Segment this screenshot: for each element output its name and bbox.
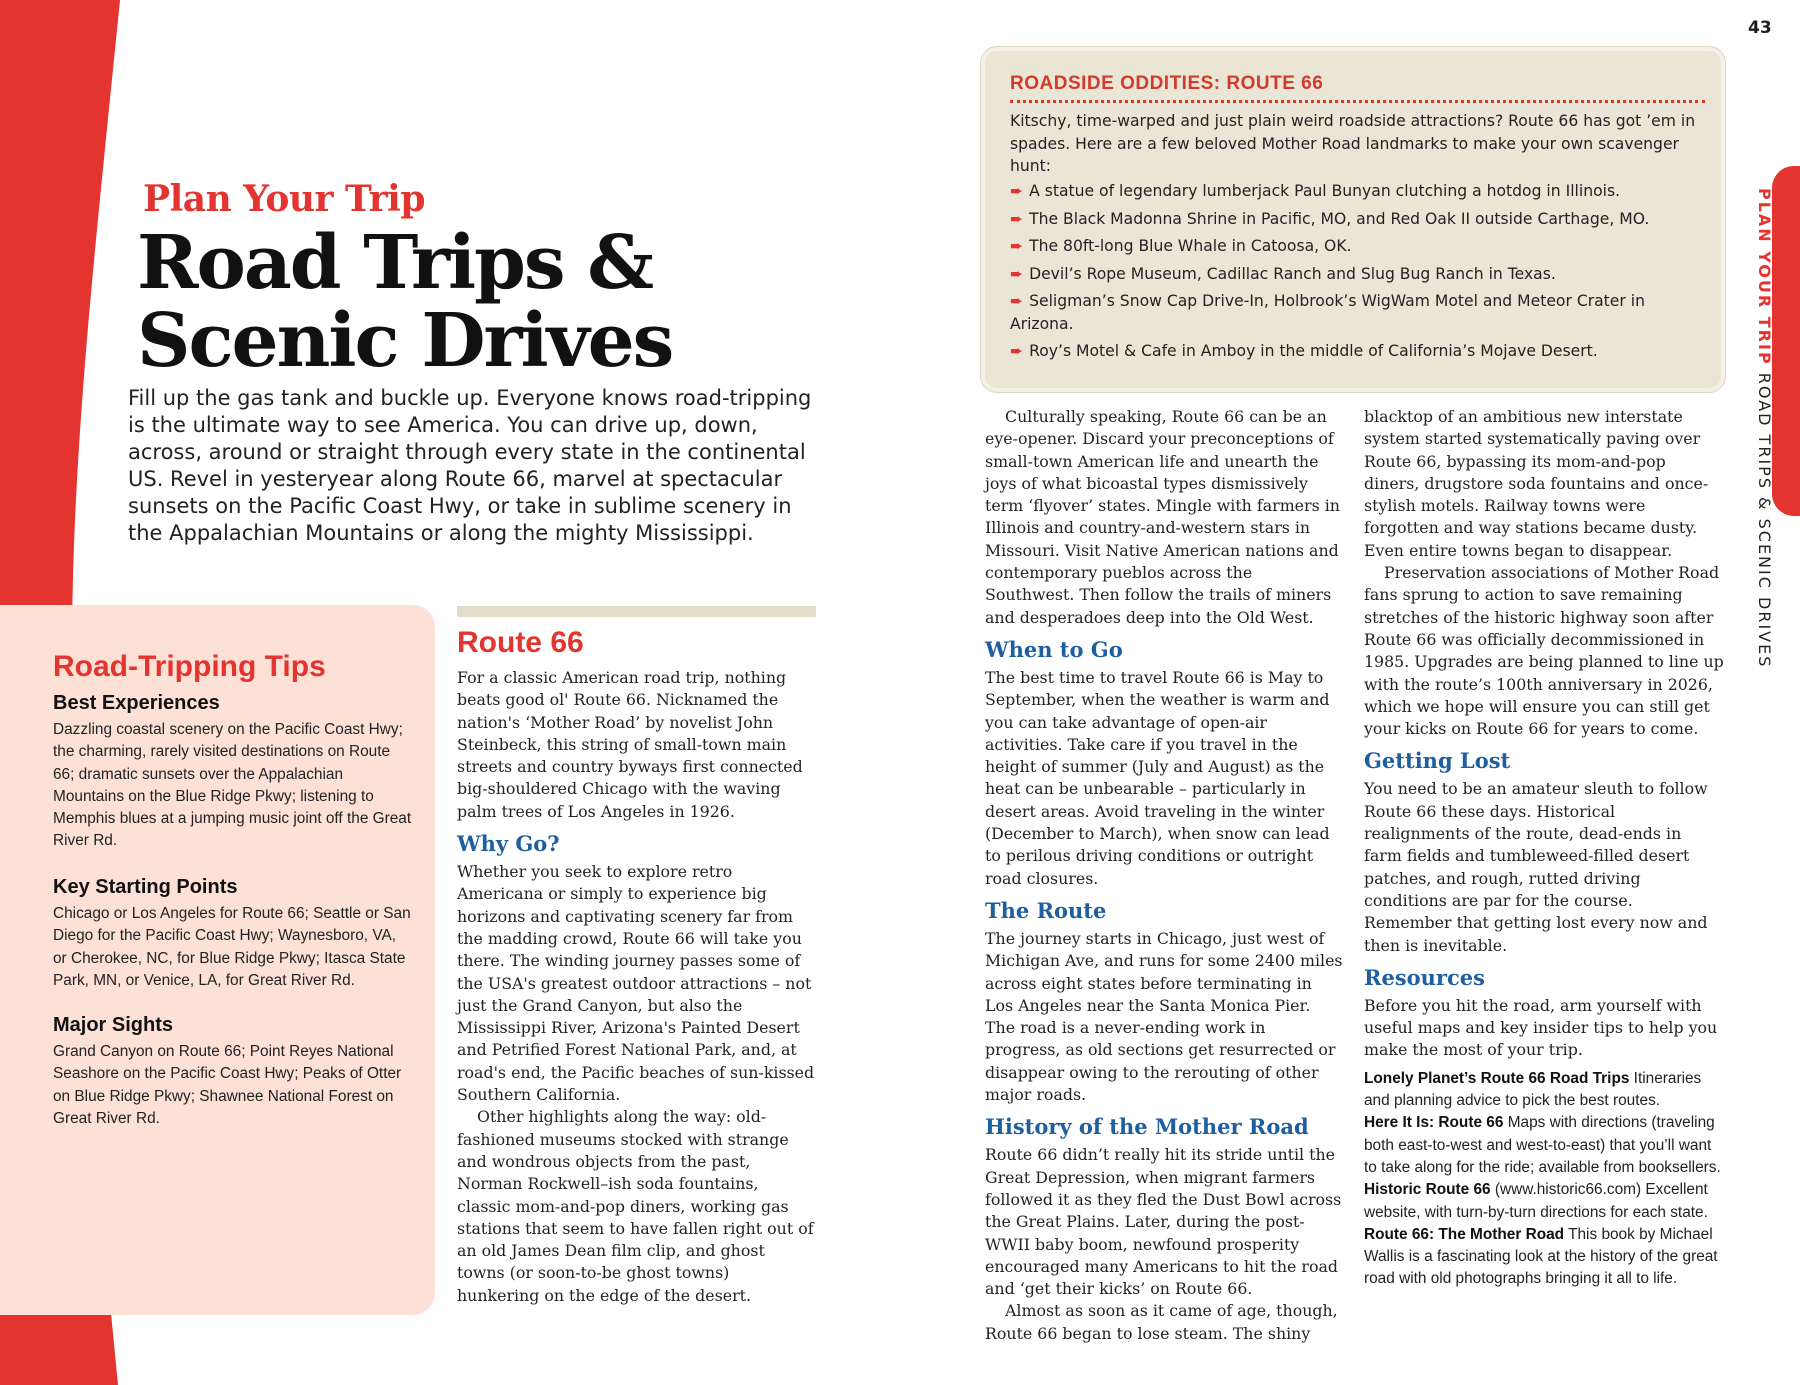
why-go-paragraph-2: Other highlights along the way: old-fashioned museums stocked with strange and wondrous objects from the past, Norman Rockwell–ish soda fountains, classic mom-and-pop diners, working gas stations that seem to have fallen right out of an old James Dean film clip, and ghost towns (or soon-to-be ghost towns) hunkering on the edge of the desert. (457, 1107, 814, 1305)
list-item: ➨ Devil’s Rope Museum, Cadillac Ranch and Slug Bug Ranch in Texas. (1010, 264, 1556, 283)
right-page-column-1 (985, 406, 1343, 1345)
culture-paragraph: Culturally speaking, Route 66 can be an eye-opener. Discard your preconceptions of small-town American life and unearth the joys of what bicoastal types dismissively term ‘flyover’ states. Mingle with farmers in Illinois and country-and-western stars in Missouri. Visit Native American nations and contemporary pueblos across the Southwest. Then follow the trails of miners and desperadoes deep into the Old West. (985, 407, 1340, 627)
title-line-2: Scenic Drives (137, 298, 673, 384)
why-go-paragraph-1: Whether you seek to explore retro Americana or simply to experience big horizons and captivating scenery far from the madding crowd, Route 66 will take you there. The winding journey passes some of the USA's greatest outdoor attractions – not just the Grand Canyon, but also the Mississippi River, Arizona's Painted Desert and Petrified Forest National Park, and, at road's end, the Pacific beaches of sun-kissed Southern California. (457, 862, 815, 1105)
tips-heading: Key Starting Points (53, 876, 238, 898)
tips-section-best-experiences (53, 692, 413, 853)
tips-text: Chicago or Los Angeles for Route 66; Seattle or San Diego for the Pacific Coast Hwy; Waynesboro, VA, or Cherokee, NC, for Blue Ridge Pkwy; Itasca State Park, MN, or Venice, LA, for Great River Rd. (53, 905, 411, 989)
resource-item: Route 66: The Mother Road This book by Michael Wallis is a fascinating look at the history of the great road with old photographs bringing it all to life. (1364, 1225, 1718, 1288)
running-header-vertical (1755, 188, 1774, 668)
list-item: ➨ Seligman’s Snow Cap Drive-In, Holbrook’s WigWam Motel and Meteor Crater in Arizona. (1010, 292, 1645, 333)
column-top-bar (457, 606, 816, 617)
history-heading: History of the Mother Road (985, 1114, 1309, 1140)
resources-intro: Before you hit the road, arm yourself with useful maps and key insider tips to help you make the most of your trip. (1364, 995, 1718, 1060)
arrow-right-icon: ➨ (1010, 342, 1024, 360)
right-page-column-2 (1364, 406, 1724, 1291)
arrow-right-icon: ➨ (1010, 292, 1024, 310)
history-paragraph-2: Almost as soon as it came of age, though, Route 66 began to lose steam. The shiny (985, 1301, 1338, 1343)
page-number-right: 43 (1748, 18, 1772, 38)
when-to-go-heading: When to Go (985, 636, 1123, 662)
tips-heading: Best Experiences (53, 692, 220, 714)
page-title (137, 220, 673, 384)
chapter-tab (1772, 166, 1800, 516)
resource-item: Historic Route 66 (www.historic66.com) Excellent website, with turn-by-turn directions for each state. (1364, 1181, 1708, 1221)
the-route-heading: The Route (985, 897, 1107, 923)
oddities-list (1010, 180, 1700, 368)
getting-lost-heading: Getting Lost (1364, 748, 1511, 774)
tips-text: Dazzling coastal scenery on the Pacific Coast Hwy; the charming, rarely visited destinations on Route 66; dramatic sunsets over the Appalachian Mountains on the Blue Ridge Pkwy; listening to Memphis blues at a jumping music joint off the Great River Rd. (53, 721, 412, 850)
arrow-right-icon: ➨ (1010, 237, 1024, 255)
decline-paragraph: blacktop of an ambitious new interstate system started systematically paving over Route 66, bypassing its mom-and-pop diners, drugstore soda fountains and once-stylish motels. Railway towns were forgotten and way stations became dusty. Even entire towns began to disappear. (1364, 407, 1709, 560)
arrow-right-icon: ➨ (1010, 209, 1024, 228)
list-item: ➨ The 80ft-long Blue Whale in Catoosa, OK. (1010, 237, 1352, 255)
section-kicker: Plan Your Trip (143, 178, 426, 220)
history-paragraph-1: Route 66 didn’t really hit its stride until the Great Depression, when migrant farmers followed it as they fled the Dust Bowl across the Great Plains. Later, during the post-WWII baby boom, newfound prosperity encouraged many Americans to hit the road and ‘get their kicks’ on Route 66. (985, 1145, 1342, 1299)
when-to-go-paragraph: The best time to travel Route 66 is May to September, when the weather is warm and you can take advantage of open-air activities. Take care if you travel in the height of summer (July and August) as the heat can be unbearable – particularly in desert areas. Avoid traveling in the winter (December to March), when snow can lead to perilous driving conditions or outright road closures. (985, 667, 1330, 888)
resource-item: Lonely Planet’s Route 66 Road Trips Itineraries and planning advice to pick the best routes. (1364, 1069, 1702, 1110)
oddities-dotted-rule (1010, 100, 1705, 103)
oddities-title: ROADSIDE ODDITIES: ROUTE 66 (1010, 73, 1324, 94)
list-item: ➨ A statue of legendary lumberjack Paul Bunyan clutching a hotdog in Illinois. (1010, 182, 1621, 200)
route66-paragraph: For a classic American road trip, nothing beats good ol' Route 66. Nicknamed the nation's ‘Mother Road’ by novelist John Steinbeck, this string of small-town main streets and country byways first connected big-shouldered Chicago with the waving palm trees of Los Angeles in 1926. (457, 668, 803, 821)
arrow-right-icon: ➨ (1010, 182, 1024, 200)
tips-title: Road-Tripping Tips (53, 650, 326, 683)
resources-heading: Resources (1364, 964, 1485, 990)
route66-heading: Route 66 (457, 626, 584, 659)
tips-section-major-sights (53, 1014, 413, 1130)
tips-section-key-starting-points (53, 876, 413, 992)
getting-lost-paragraph: You need to be an amateur sleuth to follow Route 66 these days. Historical realignments of the route, dead-ends in farm fields and tumbleweed-filled desert patches, and rough, rutted driving conditions are par for the course. Remember that getting lost every now and then is inevitable. (1364, 779, 1708, 955)
oddities-intro: Kitschy, time-warped and just plain weird roadside attractions? Route 66 has got ’em in spades. Here are a few beloved Mother Road landmarks to make your own scavenger hunt: (1010, 112, 1696, 175)
running-header-section: PLAN YOUR TRIP (1755, 188, 1774, 366)
tips-text: Grand Canyon on Route 66; Point Reyes National Seashore on the Pacific Coast Hwy; Peaks of Otter on Blue Ridge Pkwy; Shawnee National Forest on Great River Rd. (53, 1043, 402, 1127)
resource-item: Here It Is: Route 66 Maps with directions (traveling both east-to-west and west-to-east) that you’ll want to take along for the ride; available from booksellers. (1364, 1114, 1721, 1176)
list-item: ➨ Roy’s Motel & Cafe in Amboy in the middle of California’s Mojave Desert. (1010, 342, 1598, 360)
arrow-right-icon: ➨ (1010, 264, 1024, 283)
title-line-1: Road Trips & (137, 220, 653, 306)
preservation-paragraph: Preservation associations of Mother Road fans sprung to action to save remaining stretches of the historic highway soon after Route 66 was officially decommissioned in 1985. Upgrades are being planned to line up with the route’s 100th anniversary in 2026, which we hope will ensure you can still get your kicks on Route 66 for years to come. (1364, 563, 1724, 739)
tips-heading: Major Sights (53, 1014, 174, 1036)
intro-paragraph: Fill up the gas tank and buckle up. Everyone knows road-tripping is the ultimate way to see America. You can drive up, down, across, around or straight through every state in the continental US. Revel in yesteryear along Route 66, marvel at spectacular sunsets on the Pacific Coast Hwy, or take in sublime scenery in the Appalachian Mountains or along the mighty Mississippi. (128, 386, 812, 545)
list-item: ➨ The Black Madonna Shrine in Pacific, MO, and Red Oak II outside Carthage, MO. (1010, 209, 1650, 228)
route66-column (457, 625, 815, 1307)
the-route-paragraph: The journey starts in Chicago, just west of Michigan Ave, and runs for some 2400 miles across eight states before terminating in Los Angeles near the Santa Monica Pier. The road is a never-ending work in progress, as old sections get resurrected or disappear owing to the rerouting of other major roads. (985, 928, 1343, 1105)
why-go-heading: Why Go? (457, 831, 560, 857)
running-header-chapter: ROAD TRIPS & SCENIC DRIVES (1755, 365, 1774, 669)
